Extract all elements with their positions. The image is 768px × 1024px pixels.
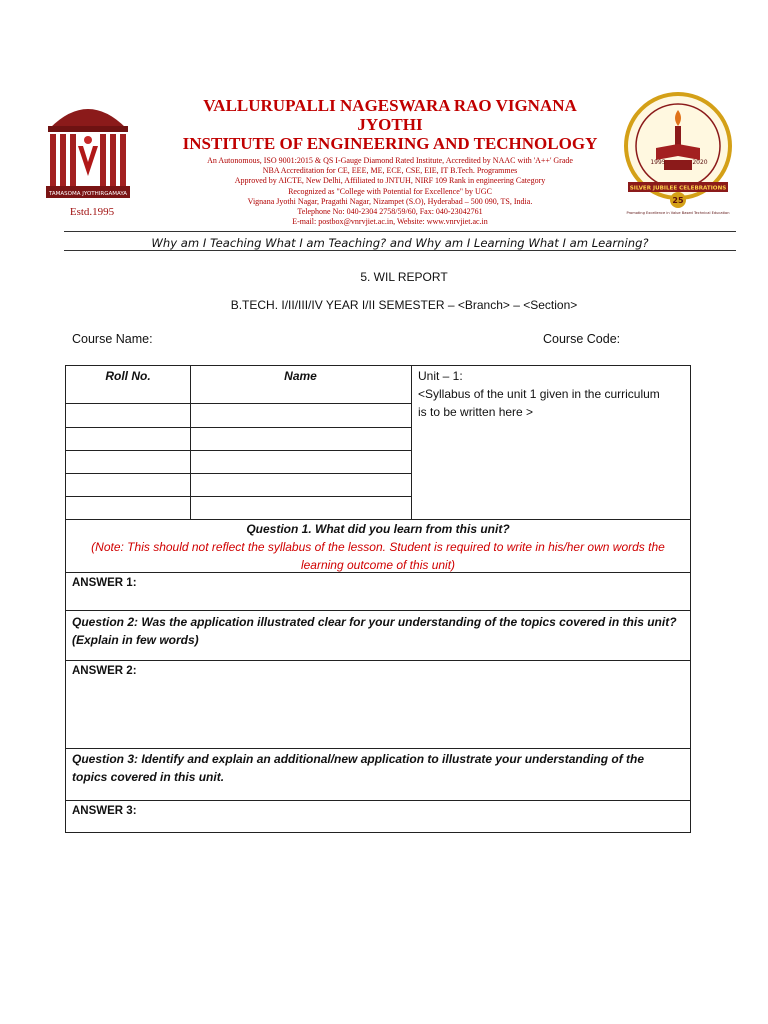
answer-3-label: ANSWER 3: bbox=[72, 805, 137, 817]
name-header: Name bbox=[284, 369, 317, 383]
question-2-text: (Explain in few words) bbox=[72, 633, 199, 647]
logo-left-motto: TAMASOMA JYOTHIRGAMAYA bbox=[48, 191, 128, 197]
question-3-text: topics covered in this unit. bbox=[72, 770, 225, 784]
report-title: 5. WIL REPORT bbox=[360, 270, 448, 284]
row-divider bbox=[66, 450, 411, 451]
established-year: Estd.1995 bbox=[69, 206, 115, 218]
logo-banner-text: SILVER JUBILEE CELEBRATIONS bbox=[629, 185, 727, 192]
question-3-text: Question 3: Identify and explain an additional/new application to illustrate your understanding of the bbox=[72, 752, 645, 766]
tagline: Why am I Teaching What I am Teaching? and Why am I Learning What I am Learning? bbox=[151, 236, 649, 250]
institute-logo-left bbox=[40, 94, 136, 202]
unit-label: Unit – 1: bbox=[418, 369, 463, 383]
question-1-text: Question 1. What did you learn from this unit? bbox=[246, 522, 510, 536]
unit-cell bbox=[418, 367, 684, 421]
unit-syllabus-line: is to be written here > bbox=[418, 405, 534, 419]
roll-no-header: Roll No. bbox=[105, 369, 151, 383]
silver-jubilee-logo bbox=[620, 90, 736, 218]
detail-line: NBA Accreditation for CE, EEE, ME, ECE, CSE, EIE, IT B.Tech. Programmes bbox=[262, 166, 518, 176]
unit-syllabus-line: <Syllabus of the unit 1 given in the curriculum bbox=[418, 387, 660, 401]
row-divider bbox=[66, 748, 690, 749]
question-1-note-line: learning outcome of this unit) bbox=[300, 558, 456, 572]
row-divider bbox=[66, 496, 411, 497]
logo-year-start: 1995 bbox=[650, 159, 666, 166]
answer-2-label: ANSWER 2: bbox=[72, 665, 137, 677]
wil-report-form bbox=[65, 365, 691, 833]
column-divider bbox=[411, 366, 412, 519]
institute-details bbox=[168, 156, 612, 227]
row-divider bbox=[66, 800, 690, 801]
institute-name-line1: VALLURUPALLI NAGESWARA RAO VIGNANA bbox=[203, 96, 577, 115]
logo-jubilee-number: 25 bbox=[672, 196, 684, 205]
institute-name-line2: JYOTHI bbox=[357, 115, 423, 134]
row-divider bbox=[66, 660, 690, 661]
institute-name bbox=[168, 96, 612, 153]
detail-line: An Autonomous, ISO 9001:2015 & QS I-Gauge Diamond Rated Institute, Accredited by NAAC with 'A++' Grade bbox=[207, 156, 573, 165]
row-divider bbox=[66, 427, 411, 428]
logo-year-end: 2020 bbox=[692, 159, 708, 166]
detail-line: Vignana Jyothi Nagar, Pragathi Nagar, Nizampet (S.O), Hyderabad – 500 090, TS, India. bbox=[247, 196, 533, 206]
logo-caption: Promoting Excellence in Value Based Technical Education bbox=[626, 211, 730, 215]
course-code-label: Course Code: bbox=[543, 332, 621, 346]
row-divider bbox=[66, 473, 411, 474]
detail-line: Approved by AICTE, New Delhi, Affiliated to JNTUH, NIRF 109 Rank in engineering Category bbox=[234, 176, 546, 186]
answer-1-label: ANSWER 1: bbox=[72, 577, 137, 589]
question-2 bbox=[72, 613, 686, 649]
header-divider bbox=[64, 231, 736, 232]
question-2-text: Question 2: Was the application illustrated clear for your understanding of the topics covered in this unit? bbox=[72, 615, 677, 629]
row-divider bbox=[66, 403, 411, 404]
semester-line: B.TECH. I/II/III/IV YEAR I/II SEMESTER – <Branch> – <Section> bbox=[230, 298, 578, 312]
tagline-divider bbox=[64, 250, 736, 251]
institute-name-line3: INSTITUTE OF ENGINEERING AND TECHNOLOGY bbox=[182, 134, 598, 153]
question-1-note-line: (Note: This should not reflect the syllabus of the lesson. Student is required to write in his/her own words the bbox=[91, 540, 665, 554]
question-1 bbox=[70, 520, 686, 574]
detail-line: Recognized as "College with Potential for Excellence" by UGC bbox=[288, 186, 492, 196]
detail-line: Telephone No: 040-2304 2758/59/60, Fax: 040-23042761 bbox=[297, 207, 483, 217]
course-name-label: Course Name: bbox=[72, 332, 153, 346]
row-divider bbox=[66, 610, 690, 611]
detail-line: E-mail: postbox@vnrvjiet.ac.in, Website: www.vnrvjiet.ac.in bbox=[292, 217, 488, 227]
question-3 bbox=[72, 750, 686, 786]
